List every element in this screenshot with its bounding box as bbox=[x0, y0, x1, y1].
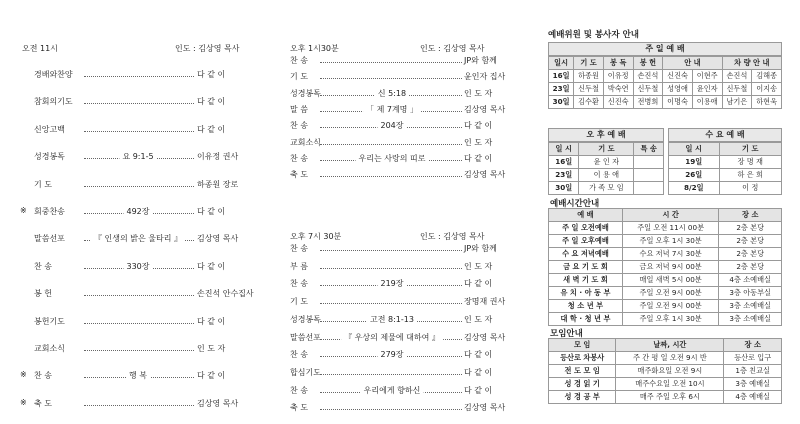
schedule-row-cell: 주일 오전 11시 00분 bbox=[622, 222, 719, 235]
schedule-row-cell: 3층 소예배실 bbox=[719, 313, 782, 326]
order-item-label: 말씀선포 bbox=[290, 332, 321, 342]
order-item-person: 이유정 권사 bbox=[197, 152, 239, 162]
schedule-row-cell: 3층 아동부실 bbox=[719, 287, 782, 300]
schedule-row-cell: 수요 저녁 7시 30분 bbox=[622, 248, 719, 261]
meetings-row-cell: 1층 친교실 bbox=[724, 365, 782, 378]
sunday-row-cell: 신진숙 bbox=[603, 96, 633, 109]
sunday-row-cell: 성영애 bbox=[663, 83, 693, 96]
schedule-col-service: 예 배 bbox=[549, 209, 623, 222]
order-item-person: 다 같 이 bbox=[197, 316, 226, 326]
sunday-row-cell: 신두철 bbox=[574, 83, 604, 96]
order-item-person: 윤인자 집사 bbox=[464, 72, 506, 82]
order-item-person: 하종원 장로 bbox=[197, 179, 239, 189]
meetings-row bbox=[549, 352, 782, 365]
order-item-person: 다 같 이 bbox=[464, 279, 493, 289]
service-leader-evening: 인도 : 김상영 목사 bbox=[420, 232, 485, 241]
wednesday-row bbox=[669, 156, 782, 169]
afternoon-bar: 오 후 예 배 bbox=[548, 128, 664, 142]
meetings-row-cell: 전 도 모 임 bbox=[549, 365, 616, 378]
order-item-person: 다 같 이 bbox=[464, 350, 493, 360]
sunday-row bbox=[549, 96, 782, 109]
sunday-col-date: 일시 bbox=[549, 57, 574, 70]
sunday-row-cell: 신두철 bbox=[633, 83, 663, 96]
sunday-col-offering: 봉 헌 bbox=[633, 57, 663, 70]
sunday-row-cell: 신진숙 bbox=[663, 70, 693, 83]
order-item-person: 김상영 목사 bbox=[464, 170, 506, 180]
schedule-row bbox=[549, 261, 782, 274]
schedule-row-cell: 대 학 · 청 년 부 bbox=[549, 313, 623, 326]
order-item-label: 말씀선포 bbox=[34, 234, 65, 244]
order-item-label: 참회의기도 bbox=[34, 97, 73, 107]
wednesday-bar: 수 요 예 배 bbox=[668, 128, 782, 142]
sunday-row-cell: 이명숙 bbox=[663, 96, 693, 109]
standing-mark: ※ bbox=[20, 206, 27, 215]
afternoon-row-cell: 윤 인 자 bbox=[579, 156, 634, 169]
dot-leader bbox=[320, 144, 462, 145]
order-item-label: 찬 송 bbox=[34, 371, 52, 381]
order-item-label: 봉헌기도 bbox=[34, 316, 65, 326]
schedule-row-cell: 4층 소예배실 bbox=[719, 274, 782, 287]
afternoon-row-cell bbox=[634, 156, 664, 169]
schedule-row-cell: 주일 오후 1시 30분 bbox=[622, 313, 719, 326]
dot-leader bbox=[84, 186, 204, 187]
sunday-col-usher: 안 내 bbox=[663, 57, 722, 70]
sunday-col-reading: 봉 독 bbox=[603, 57, 633, 70]
order-item-detail: 330장 bbox=[124, 261, 153, 272]
order-item-detail: 신 5:18 bbox=[375, 88, 409, 99]
schedule-row-cell: 2층 본당 bbox=[719, 235, 782, 248]
dot-leader bbox=[320, 374, 462, 375]
order-item-label: 경배와찬양 bbox=[34, 70, 73, 79]
sunday-row bbox=[549, 70, 782, 83]
order-item-label: 기 도 bbox=[34, 179, 52, 189]
schedule-row-cell: 금 요 기 도 회 bbox=[549, 261, 623, 274]
sunday-row-cell: 손진석 bbox=[722, 70, 752, 83]
sunday-row-cell: 손진석 bbox=[633, 70, 663, 83]
meetings-row-cell: 등산로 입구 bbox=[724, 352, 782, 365]
order-item-label: 축 도 bbox=[290, 403, 308, 413]
sunday-row-cell: 박숙연 bbox=[603, 83, 633, 96]
schedule-row-cell: 금요 저녁 9시 00분 bbox=[622, 261, 719, 274]
order-item-person: JP와 함께 bbox=[464, 244, 497, 253]
order-item-detail: 우리는 사랑의 띠로 bbox=[356, 153, 429, 164]
order-item-person: 다 같 이 bbox=[197, 124, 226, 134]
dot-leader bbox=[320, 303, 462, 304]
schedule-row-cell: 유 치 · 아 동 부 bbox=[549, 287, 623, 300]
dot-leader bbox=[320, 268, 462, 269]
dot-leader bbox=[84, 103, 204, 104]
sunday-row-cell: 전병희 bbox=[633, 96, 663, 109]
service-time-morning: 오전 11시 bbox=[22, 44, 58, 53]
sunday-bar: 주 일 예 배 bbox=[548, 42, 782, 56]
order-item-person: 김상영 목사 bbox=[197, 234, 239, 244]
order-item-label: 성경봉독 bbox=[34, 152, 65, 162]
sunday-row-cell: 이지송 bbox=[752, 83, 782, 96]
order-item-detail: 『 우상의 제물에 대하여 』 bbox=[341, 332, 443, 343]
order-item-person: 김상영 목사 bbox=[464, 332, 506, 342]
order-item-label: 찬 송 bbox=[34, 261, 52, 271]
order-item-person: 인 도 자 bbox=[464, 261, 493, 271]
dot-leader bbox=[320, 176, 462, 177]
order-item-label: 교회소식 bbox=[290, 137, 321, 147]
dot-leader bbox=[320, 250, 462, 251]
order-item-person: 김상영 목사 bbox=[464, 403, 506, 413]
wednesday-col-prayer: 기 도 bbox=[719, 143, 782, 156]
sunday-col-prayer: 기 도 bbox=[574, 57, 604, 70]
order-item-detail: 『 인생의 밝은 울타리 』 bbox=[91, 233, 185, 244]
schedule-table bbox=[548, 208, 782, 326]
service-leader-morning: 인도 : 김상영 목사 bbox=[175, 44, 240, 53]
order-item-person: 인 도 자 bbox=[464, 137, 493, 147]
order-item-label: 부 름 bbox=[290, 261, 308, 271]
sunday-row-cell: 남기은 bbox=[722, 96, 752, 109]
order-item-person: 김상영 목사 bbox=[197, 398, 239, 408]
schedule-title: 예배시간안내 bbox=[550, 199, 600, 209]
order-item-person: 다 같 이 bbox=[464, 367, 493, 377]
order-item-label: 신앙고백 bbox=[34, 124, 65, 134]
schedule-row-cell: 청 소 년 부 bbox=[549, 300, 623, 313]
wednesday-row bbox=[669, 182, 782, 195]
order-item-person: 손진석 안수집사 bbox=[197, 289, 254, 299]
schedule-row-cell: 수 요 저녁예배 bbox=[549, 248, 623, 261]
order-item-person: 다 같 이 bbox=[197, 97, 226, 107]
dot-leader bbox=[320, 78, 462, 79]
order-item-label: 찬 송 bbox=[290, 56, 308, 65]
schedule-row-cell: 주 일 오후예배 bbox=[549, 235, 623, 248]
order-item-label: 찬 송 bbox=[290, 153, 308, 163]
order-item-detail: 요 9:1-5 bbox=[119, 151, 156, 162]
order-item-label: 찬 송 bbox=[290, 121, 308, 131]
meetings-col-time: 날짜, 시간 bbox=[616, 339, 724, 352]
afternoon-table bbox=[548, 142, 664, 195]
order-item-label: 축 도 bbox=[34, 398, 52, 408]
order-item-person: 다 같 이 bbox=[197, 371, 226, 381]
schedule-row-cell: 새 벽 기 도 회 bbox=[549, 274, 623, 287]
meetings-row bbox=[549, 391, 782, 404]
schedule-col-time: 시 간 bbox=[622, 209, 719, 222]
order-item-label: 찬 송 bbox=[290, 350, 308, 360]
afternoon-row bbox=[549, 169, 664, 182]
sunday-table bbox=[548, 56, 782, 109]
schedule-row-cell: 주일 오전 9시 00분 bbox=[622, 287, 719, 300]
order-item-label: 교회소식 bbox=[34, 344, 65, 353]
panel-title: 예배위원 및 봉사자 안내 bbox=[548, 30, 639, 40]
order-item-detail: 우리에게 향하신 bbox=[361, 385, 424, 396]
wednesday-row-cell: 8/2일 bbox=[669, 182, 720, 195]
schedule-row bbox=[549, 287, 782, 300]
meetings-row-cell: 3층 예배실 bbox=[724, 378, 782, 391]
schedule-row-cell: 주 일 오전예배 bbox=[549, 222, 623, 235]
order-item-person: 다 같 이 bbox=[464, 385, 493, 395]
schedule-row-cell: 2층 본당 bbox=[719, 222, 782, 235]
order-item-detail: 492장 bbox=[124, 206, 153, 217]
standing-mark: ※ bbox=[20, 397, 27, 407]
service-time-evening: 오후 7시 30분 bbox=[290, 232, 342, 241]
schedule-row bbox=[549, 222, 782, 235]
afternoon-row-cell: 16일 bbox=[549, 156, 579, 169]
order-item-label: 회중찬송 bbox=[34, 207, 65, 216]
meetings-row bbox=[549, 365, 782, 378]
service-leader-afternoon: 인도 : 김상영 목사 bbox=[420, 44, 485, 53]
meetings-title: 모임안내 bbox=[550, 329, 583, 339]
wednesday-row-cell: 하 은 희 bbox=[719, 169, 782, 182]
order-item-label: 찬 송 bbox=[290, 385, 308, 395]
order-item-label: 찬 송 bbox=[290, 279, 308, 289]
wednesday-row-cell: 26일 bbox=[669, 169, 720, 182]
meetings-row-cell: 4층 예배실 bbox=[724, 391, 782, 404]
order-item-detail: 279장 bbox=[378, 349, 407, 360]
meetings-row-cell: 성 경 공 부 bbox=[549, 391, 616, 404]
schedule-col-place: 장 소 bbox=[719, 209, 782, 222]
order-item-label: 말 씀 bbox=[290, 104, 308, 114]
schedule-row-cell: 매일 새벽 5시 00분 bbox=[622, 274, 719, 287]
schedule-row bbox=[549, 300, 782, 313]
afternoon-row-cell: 23일 bbox=[549, 169, 579, 182]
wednesday-table bbox=[668, 142, 782, 195]
order-item-label: 기 도 bbox=[290, 297, 308, 307]
meetings-col-place: 장 소 bbox=[724, 339, 782, 352]
meetings-row-cell: 매주화요일 오전 9시 bbox=[616, 365, 724, 378]
dot-leader bbox=[84, 350, 204, 351]
order-item-detail: 행 복 bbox=[126, 370, 150, 381]
order-item-person: 인 도 자 bbox=[197, 344, 226, 353]
sunday-row-cell: 김수환 bbox=[574, 96, 604, 109]
dot-leader bbox=[84, 131, 204, 132]
meetings-row-cell: 매주 주일 오후 6시 bbox=[616, 391, 724, 404]
order-item-person: 다 같 이 bbox=[464, 121, 493, 131]
sunday-row-cell: 하종원 bbox=[574, 70, 604, 83]
afternoon-row bbox=[549, 156, 664, 169]
order-item-detail: 고전 8:1-13 bbox=[367, 314, 417, 325]
order-item-label: 찬 송 bbox=[290, 244, 308, 253]
dot-leader bbox=[320, 409, 462, 410]
sunday-row-cell: 23일 bbox=[549, 83, 574, 96]
meetings-row-cell: 성 경 읽 기 bbox=[549, 378, 616, 391]
wednesday-row-cell: 19일 bbox=[669, 156, 720, 169]
order-item-person: 다 같 이 bbox=[464, 153, 493, 163]
meetings-row-cell: 매주수요일 오전 10시 bbox=[616, 378, 724, 391]
wednesday-row-cell: 이 정 bbox=[719, 182, 782, 195]
dot-leader bbox=[320, 62, 462, 63]
order-item-label: 성경봉독 bbox=[290, 88, 321, 98]
afternoon-col-date: 일 시 bbox=[549, 143, 579, 156]
sunday-row-cell: 김해종 bbox=[752, 70, 782, 83]
schedule-row-cell: 2층 본당 bbox=[719, 248, 782, 261]
sunday-row-cell: 30일 bbox=[549, 96, 574, 109]
order-item-person: 장명재 권사 bbox=[464, 297, 506, 307]
sunday-row bbox=[549, 83, 782, 96]
standing-mark: ※ bbox=[20, 370, 27, 380]
sunday-col-vehicle: 차 량 안 내 bbox=[722, 57, 781, 70]
afternoon-row bbox=[549, 182, 664, 195]
wednesday-col-date: 일 시 bbox=[669, 143, 720, 156]
afternoon-row-cell: 가 족 모 임 bbox=[579, 182, 634, 195]
sunday-row-cell: 16일 bbox=[549, 70, 574, 83]
order-item-person: 다 같 이 bbox=[197, 70, 226, 79]
sunday-row-cell: 윤인자 bbox=[692, 83, 722, 96]
schedule-row-cell: 3층 소예배실 bbox=[719, 300, 782, 313]
order-item-person: 인 도 자 bbox=[464, 314, 493, 324]
sunday-row-cell: 이용애 bbox=[692, 96, 722, 109]
schedule-row bbox=[549, 235, 782, 248]
afternoon-row-cell: 30일 bbox=[549, 182, 579, 195]
order-item-person: 인 도 자 bbox=[464, 88, 493, 98]
order-item-detail: 204장 bbox=[378, 120, 407, 131]
schedule-row bbox=[549, 248, 782, 261]
order-item-label: 축 도 bbox=[290, 170, 308, 180]
order-item-detail: 219장 bbox=[378, 278, 407, 289]
sunday-row-cell: 하현욱 bbox=[752, 96, 782, 109]
afternoon-col-prayer: 기 도 bbox=[579, 143, 634, 156]
dot-leader bbox=[84, 76, 204, 77]
schedule-row bbox=[549, 313, 782, 326]
meetings-table bbox=[548, 338, 782, 404]
order-item-person: JP와 함께 bbox=[464, 56, 497, 65]
schedule-row-cell: 2층 본당 bbox=[719, 261, 782, 274]
meetings-row bbox=[549, 378, 782, 391]
schedule-row-cell: 주일 오후 1시 30분 bbox=[622, 235, 719, 248]
dot-leader bbox=[84, 323, 204, 324]
schedule-row-cell: 주일 오전 9시 00분 bbox=[622, 300, 719, 313]
afternoon-row-cell: 이 용 애 bbox=[579, 169, 634, 182]
order-item-label: 봉 헌 bbox=[34, 289, 52, 299]
meetings-row-cell: 등산로 차봉사 bbox=[549, 352, 616, 365]
meetings-row-cell: 주 간 평 일 오전 9시 반 bbox=[616, 352, 724, 365]
order-item-detail: 「 제 7계명 」 bbox=[363, 104, 421, 115]
meetings-col-meeting: 모 임 bbox=[549, 339, 616, 352]
dot-leader bbox=[84, 295, 204, 296]
afternoon-row-cell bbox=[634, 182, 664, 195]
dot-leader bbox=[84, 405, 204, 406]
sunday-row-cell: 이현주 bbox=[692, 70, 722, 83]
order-item-person: 김상영 목사 bbox=[464, 104, 506, 114]
order-item-label: 합심기도 bbox=[290, 367, 321, 377]
sunday-row-cell: 신두철 bbox=[722, 83, 752, 96]
wednesday-row-cell: 장 명 재 bbox=[719, 156, 782, 169]
afternoon-col-special: 특 송 bbox=[634, 143, 664, 156]
schedule-row bbox=[549, 274, 782, 287]
afternoon-row-cell bbox=[634, 169, 664, 182]
service-time-afternoon: 오후 1시30분 bbox=[290, 44, 339, 53]
order-item-person: 다 같 이 bbox=[197, 207, 226, 216]
order-item-label: 성경봉독 bbox=[290, 314, 321, 324]
wednesday-row bbox=[669, 169, 782, 182]
order-item-label: 기 도 bbox=[290, 72, 308, 82]
order-item-person: 다 같 이 bbox=[197, 261, 226, 271]
sunday-row-cell: 이유정 bbox=[603, 70, 633, 83]
